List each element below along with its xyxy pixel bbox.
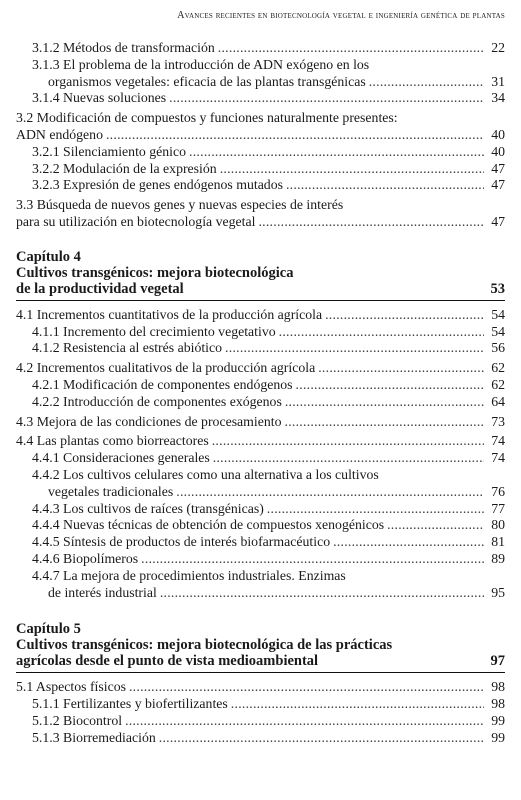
toc-entry-page: 40 xyxy=(491,143,505,159)
dot-leader xyxy=(141,551,484,568)
dot-leader xyxy=(159,730,484,747)
dot-leader xyxy=(169,90,484,107)
dot-leader xyxy=(106,127,484,144)
toc-entry-text: 5.1 Aspectos físicos xyxy=(16,679,126,695)
toc-entry-text: 3.1.4 Nuevas soluciones xyxy=(32,90,167,106)
toc-entry-text: 4.4.1 Consideraciones generales xyxy=(32,450,210,466)
toc-entry-page: 98 xyxy=(491,696,505,712)
toc-entry-text: 5.1.1 Fertilizantes y biofertilizantes xyxy=(32,696,228,712)
dot-leader xyxy=(333,534,484,551)
toc-entry-text: 4.2.1 Modificación de componentes endógenos xyxy=(32,376,293,392)
chapter-5-rule xyxy=(16,672,505,673)
toc-entry-page: 54 xyxy=(491,323,505,339)
toc-entry-text: de interés industrial xyxy=(48,584,157,600)
dot-leader xyxy=(285,394,484,411)
chapter-4-title-line2: de la productividad vegetal xyxy=(16,280,184,297)
toc-entry-text: vegetales tradicionales xyxy=(48,483,174,499)
toc-entry-page: 47 xyxy=(491,213,505,229)
toc-entry xyxy=(16,713,505,730)
toc-entry-text: 4.1 Incrementos cuantitativos de la producción agrícola xyxy=(16,306,323,322)
dot-leader xyxy=(285,414,484,431)
toc-entry xyxy=(16,467,505,501)
toc-entry xyxy=(16,551,505,568)
toc-entry xyxy=(16,90,505,107)
toc-entry xyxy=(16,144,505,161)
dot-leader xyxy=(369,74,484,91)
toc-entry-page: 99 xyxy=(491,729,505,745)
toc-entry-page: 34 xyxy=(491,90,505,106)
dot-leader xyxy=(286,177,484,194)
toc-entry xyxy=(16,696,505,713)
toc-entry-text: 3.2 Modificación de compuestos y funciones naturalmente presentes: xyxy=(16,110,398,126)
chapter-5-page: 97 xyxy=(490,653,505,670)
dot-leader xyxy=(212,433,484,450)
chapter-4-title-line1: Cultivos transgénicos: mejora biotecnológica xyxy=(16,264,294,281)
dot-leader xyxy=(267,501,484,518)
toc-entry-text: 4.1.1 Incremento del crecimiento vegetativo xyxy=(32,323,276,339)
toc-entry-text: 3.2.2 Modulación de la expresión xyxy=(32,160,217,176)
toc-entry-page: 40 xyxy=(491,126,505,142)
toc-group-chapter3 xyxy=(16,40,505,231)
toc-entry-text: 5.1.3 Biorremediación xyxy=(32,729,156,745)
toc-entry-text: 4.2 Incrementos cualitativos de la producción agrícola xyxy=(16,360,316,376)
toc-entry-page: 31 xyxy=(491,73,505,89)
toc-entry-text: 4.1.2 Resistencia al estrés abiótico xyxy=(32,340,223,356)
dot-leader xyxy=(231,696,484,713)
toc-entry-text: 4.4.4 Nuevas técnicas de obtención de compuestos xenogénicos xyxy=(32,517,385,533)
dot-leader xyxy=(225,340,484,357)
toc-entry xyxy=(16,40,505,57)
toc-entry-page: 74 xyxy=(491,433,505,449)
toc-entry xyxy=(16,57,505,91)
toc-entry xyxy=(16,433,505,450)
toc-entry-text: 4.4.3 Los cultivos de raíces (transgénicas) xyxy=(32,500,264,516)
dot-leader xyxy=(220,161,484,178)
toc-entry-text: 4.4.7 La mejora de procedimientos industriales. Enzimas xyxy=(32,567,346,583)
toc-entry-text: 4.3 Mejora de las condiciones de procesamiento xyxy=(16,413,282,429)
toc-entry xyxy=(16,177,505,194)
toc-entry-text: 4.4 Las plantas como biorreactores xyxy=(16,433,209,449)
toc-entry-page: 22 xyxy=(491,40,505,55)
toc-entry xyxy=(16,517,505,534)
toc-entry xyxy=(16,501,505,518)
dot-leader xyxy=(279,324,484,341)
toc-entry-text: 4.4.5 Síntesis de productos de interés biofarmacéutico xyxy=(32,534,331,550)
toc-entry xyxy=(16,360,505,377)
toc-entry xyxy=(16,307,505,324)
toc-entry-page: 74 xyxy=(491,450,505,466)
toc-entry-text: 4.2.2 Introducción de componentes exógenos xyxy=(32,393,282,409)
toc-entry-page: 89 xyxy=(491,550,505,566)
toc-entry xyxy=(16,161,505,178)
dot-leader xyxy=(160,585,484,602)
toc-entry-text: 3.3 Búsqueda de nuevos genes y nuevas especies de interés xyxy=(16,197,344,213)
toc-entry-text: 5.1.2 Biocontrol xyxy=(32,712,123,728)
chapter-5-title-line1: Cultivos transgénicos: mejora biotecnológica de las prácticas xyxy=(16,637,393,654)
toc-entry-text: 3.1.2 Métodos de transformación xyxy=(32,40,215,55)
dot-leader xyxy=(189,144,484,161)
chapter-5-heading xyxy=(16,621,505,673)
toc-entry xyxy=(16,197,505,231)
toc-group-chapter4 xyxy=(16,307,505,602)
toc-entry xyxy=(16,534,505,551)
toc-entry-page: 54 xyxy=(491,306,505,322)
toc-entry-page: 76 xyxy=(491,483,505,499)
toc-entry xyxy=(16,394,505,411)
chapter-4-label: Capítulo 4 xyxy=(16,248,81,265)
dot-leader xyxy=(125,713,484,730)
toc-entry xyxy=(16,679,505,696)
running-header: Avances recientes en biotecnología vegetal e ingeniería genética de plantas xyxy=(177,10,505,21)
toc-entry xyxy=(16,377,505,394)
table-of-contents xyxy=(16,40,505,747)
dot-leader xyxy=(218,40,484,57)
dot-leader xyxy=(296,377,484,394)
toc-entry-page: 77 xyxy=(491,500,505,516)
toc-entry-page: 64 xyxy=(491,393,505,409)
toc-entry-text: 3.1.3 El problema de la introducción de ADN exógeno en los xyxy=(32,56,370,72)
toc-entry xyxy=(16,450,505,467)
dot-leader xyxy=(176,484,484,501)
toc-entry-page: 56 xyxy=(491,340,505,356)
toc-entry xyxy=(16,340,505,357)
toc-entry-page: 95 xyxy=(491,584,505,600)
toc-group-chapter5 xyxy=(16,679,505,746)
chapter-4-page: 53 xyxy=(490,280,505,297)
toc-entry xyxy=(16,568,505,602)
toc-entry-text: ADN endógeno xyxy=(16,126,103,142)
toc-entry-text: organismos vegetales: eficacia de las plantas transgénicas xyxy=(48,73,366,89)
toc-entry-page: 99 xyxy=(491,712,505,728)
toc-entry-page: 73 xyxy=(491,413,505,429)
dot-leader xyxy=(258,214,484,231)
toc-entry-page: 47 xyxy=(491,160,505,176)
dot-leader xyxy=(129,679,484,696)
dot-leader xyxy=(387,517,484,534)
toc-entry xyxy=(16,110,505,144)
toc-entry-text: 4.4.2 Los cultivos celulares como una alternativa a los cultivos xyxy=(32,466,379,482)
toc-entry-text: para su utilización en biotecnología vegetal xyxy=(16,213,256,229)
toc-entry-page: 81 xyxy=(491,534,505,550)
dot-leader xyxy=(213,450,484,467)
toc-entry-page: 62 xyxy=(491,360,505,376)
chapter-4-rule xyxy=(16,300,505,301)
dot-leader xyxy=(318,360,484,377)
toc-entry xyxy=(16,414,505,431)
chapter-5-label: Capítulo 5 xyxy=(16,621,81,638)
toc-entry-text: 4.4.6 Biopolímeros xyxy=(32,550,139,566)
toc-entry xyxy=(16,324,505,341)
toc-entry-page: 80 xyxy=(491,517,505,533)
chapter-5-title-line2: agrícolas desde el punto de vista medioambiental xyxy=(16,653,319,670)
toc-entry-page: 98 xyxy=(491,679,505,695)
dot-leader xyxy=(325,307,484,324)
toc-entry-text: 3.2.1 Silenciamiento génico xyxy=(32,143,187,159)
chapter-4-heading xyxy=(16,249,505,301)
toc-entry xyxy=(16,730,505,747)
toc-entry-page: 47 xyxy=(491,177,505,193)
toc-entry-text: 3.2.3 Expresión de genes endógenos mutados xyxy=(32,177,283,193)
toc-entry-page: 62 xyxy=(491,376,505,392)
